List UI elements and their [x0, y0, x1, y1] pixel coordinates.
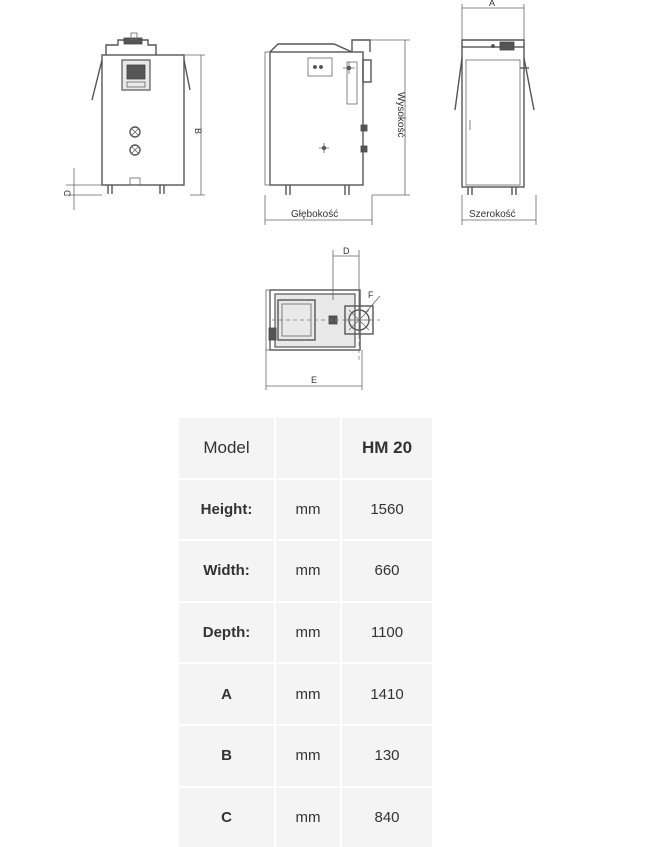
table-row-a — [179, 663, 432, 725]
row-label: B — [179, 725, 275, 787]
table-row-width — [179, 540, 432, 602]
row-value: 1410 — [341, 663, 432, 725]
label-b: B — [193, 128, 203, 135]
row-unit: mm — [275, 479, 341, 541]
label-c: C — [62, 190, 72, 197]
table-row-depth — [179, 602, 432, 664]
label-height: Wysokość — [395, 92, 406, 138]
header-value: HM 20 — [341, 418, 432, 479]
table-header-row — [179, 418, 432, 479]
technical-drawing — [0, 0, 650, 400]
row-unit: mm — [275, 540, 341, 602]
spec-table — [179, 418, 432, 847]
row-label: Height: — [179, 479, 275, 541]
top-view — [266, 246, 380, 390]
row-unit: mm — [275, 663, 341, 725]
row-unit: mm — [275, 602, 341, 664]
header-unit — [275, 418, 341, 479]
label-width: Szerokość — [469, 209, 516, 220]
row-value: 660 — [341, 540, 432, 602]
label-d: D — [343, 246, 350, 256]
label-depth: Głębokość — [291, 209, 339, 220]
row-unit: mm — [275, 787, 341, 847]
label-a: A — [489, 0, 496, 8]
table-row-height — [179, 479, 432, 541]
row-value: 130 — [341, 725, 432, 787]
table-row-b — [179, 725, 432, 787]
row-label: Depth: — [179, 602, 275, 664]
label-f: F — [368, 290, 374, 300]
table-row-c — [179, 787, 432, 847]
row-label: C — [179, 787, 275, 847]
header-label: Model — [179, 418, 275, 479]
row-unit: mm — [275, 725, 341, 787]
label-e: E — [311, 375, 318, 385]
side-view — [265, 40, 410, 225]
row-value: 1100 — [341, 602, 432, 664]
front-view — [62, 33, 205, 210]
rear-view — [455, 0, 536, 225]
row-value: 1560 — [341, 479, 432, 541]
row-label: A — [179, 663, 275, 725]
row-value: 840 — [374, 808, 400, 826]
row-label: Width: — [179, 540, 275, 602]
